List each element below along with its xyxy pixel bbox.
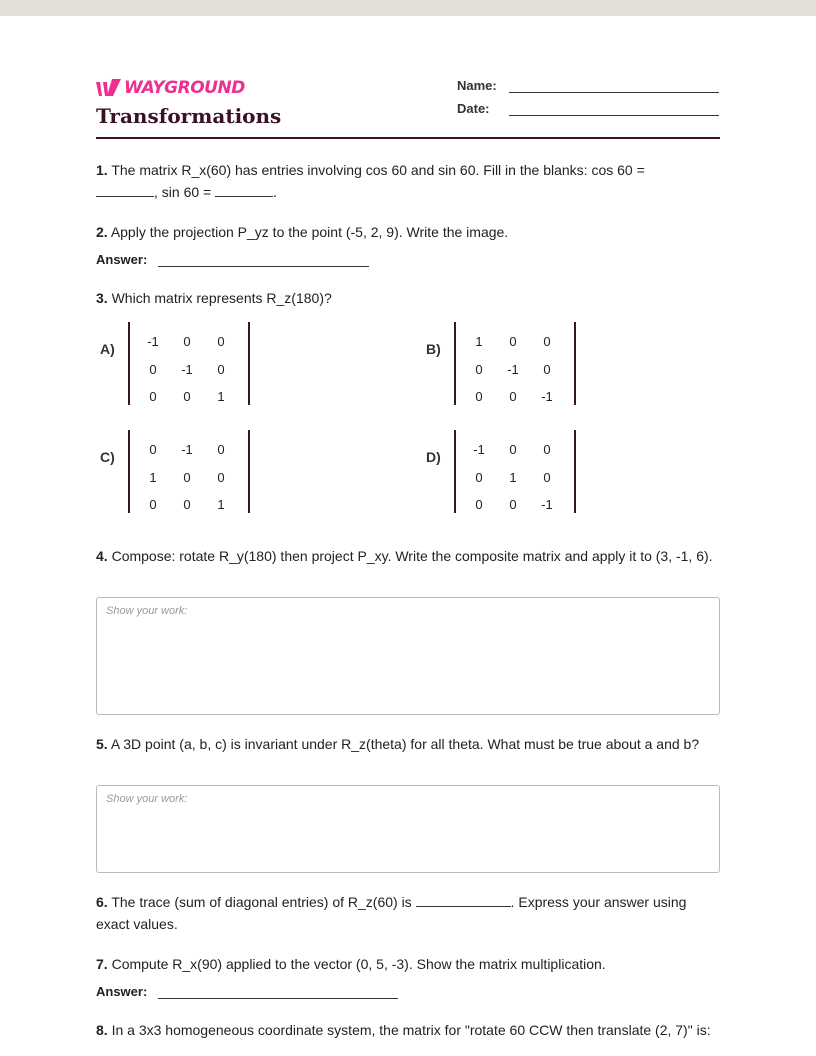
matrix-cell: 0 [183,334,191,349]
matrix-cell: 0 [543,361,551,377]
question-4 [96,545,720,567]
question-number: 2. [96,224,108,240]
question-1 [96,159,720,203]
question-5 [96,733,720,755]
matrix-cell: 0 [475,497,483,512]
date-label: Date: [457,101,490,116]
matrix-cell: 1 [149,469,157,485]
answer-row-7 [96,984,398,999]
matrix-cell: -1 [473,442,485,457]
question-text: A 3D point (a, b, c) is invariant under R_z(theta) for all theta. What must be true about a and b? [110,736,700,752]
matrix-cell: 0 [509,497,517,512]
matrix-cell: 0 [183,389,191,404]
matrix-cell: 0 [509,442,517,457]
matrix-cell: 0 [217,442,225,457]
question-text: . [273,184,277,200]
worksheet-title: Transformations [96,104,282,128]
choice-letter: D) [426,449,441,465]
matrix-cell: 0 [543,442,551,457]
answer-line[interactable] [158,986,398,999]
question-6 [96,891,720,935]
date-input-line[interactable] [509,103,719,116]
worksheet-page [0,16,816,1056]
matrix-cell: 0 [509,389,517,404]
choice-letter: C) [100,449,115,465]
matrix-cell: 1 [509,469,517,485]
brand-mark-icon [96,79,122,97]
sin-60-blank[interactable] [215,182,273,197]
brand-logo [96,78,245,98]
choice-a[interactable] [100,322,250,405]
name-input-line[interactable] [509,80,719,93]
answer-label: Answer: [96,984,148,999]
question-8 [96,1019,720,1041]
worksheet-header [96,78,720,140]
matrix-cell: 1 [217,497,225,512]
trace-blank[interactable] [416,892,511,907]
choice-c[interactable] [100,430,250,513]
work-box-5[interactable] [96,785,720,873]
question-text: , sin 60 = [154,184,212,200]
choice-matrix [128,430,250,513]
date-field [457,101,719,116]
matrix-cell: -1 [147,334,159,349]
question-number: 7. [96,956,108,972]
matrix-cell: 1 [475,334,483,349]
question-number: 6. [96,894,108,910]
question-number: 3. [96,290,108,306]
work-box-label: Show your work: [106,793,188,805]
matrix-cell: -1 [181,442,193,457]
matrix-cell: -1 [541,497,553,512]
matrix-cell: 0 [149,361,157,377]
matrix-cell: 0 [217,361,225,377]
question-text: In a 3x3 homogeneous coordinate system, the matrix for "rotate 60 CCW then translate (2, 7)" is: [111,1022,711,1038]
question-number: 8. [96,1022,108,1038]
matrix-cell: 0 [475,389,483,404]
matrix-cell: 0 [217,334,225,349]
question-text: Which matrix represents R_z(180)? [111,290,332,306]
answer-label: Answer: [96,252,148,267]
question-number: 4. [96,548,108,564]
matrix-cell: -1 [181,361,193,377]
work-box-label: Show your work: [106,605,188,617]
name-label: Name: [457,78,497,93]
question-2 [96,221,720,243]
question-text: The matrix R_x(60) has entries involving cos 60 and sin 60. Fill in the blanks: cos 60 = [111,162,645,178]
choice-matrix [128,322,250,405]
matrix-cell: 0 [475,469,483,485]
matrix-cell: 0 [149,389,157,404]
matrix-cell: 0 [183,469,191,485]
header-divider [96,137,720,139]
question-text: The trace (sum of diagonal entries) of R_z(60) is [111,894,412,910]
choice-letter: A) [100,341,115,357]
question-text: Apply the projection P_yz to the point (-5, 2, 9). Write the image. [110,224,509,240]
choice-letter: B) [426,341,441,357]
choice-d[interactable] [426,430,576,513]
matrix-cell: 0 [149,497,157,512]
question-text: Compute R_x(90) applied to the vector (0, 5, -3). Show the matrix multiplication. [111,956,606,972]
answer-line[interactable] [158,254,369,267]
cos-60-blank[interactable] [96,182,154,197]
matrix-cell: 0 [149,442,157,457]
question-text: . Express your answer using exact values. [96,894,687,932]
matrix-cell: 1 [217,389,225,404]
matrix-cell: 0 [543,334,551,349]
question-3 [96,287,720,309]
choice-matrix [454,322,576,405]
question-number: 1. [96,162,108,178]
work-box-4[interactable] [96,597,720,715]
brand-name: WAYGROUND [124,78,245,98]
matrix-cell: 0 [543,469,551,485]
matrix-cell: 0 [183,497,191,512]
matrix-cell: -1 [541,389,553,404]
matrix-cell: 0 [475,361,483,377]
question-text: Compose: rotate R_y(180) then project P_xy. Write the composite matrix and apply it to (3, -1, 6). [111,548,713,564]
matrix-cell: -1 [507,361,519,377]
question-7 [96,953,720,975]
choice-matrix [454,430,576,513]
question-number: 5. [96,736,108,752]
choice-b[interactable] [426,322,576,405]
matrix-cell: 0 [509,334,517,349]
answer-row-2 [96,252,369,267]
matrix-cell: 0 [217,469,225,485]
name-field [457,78,719,93]
